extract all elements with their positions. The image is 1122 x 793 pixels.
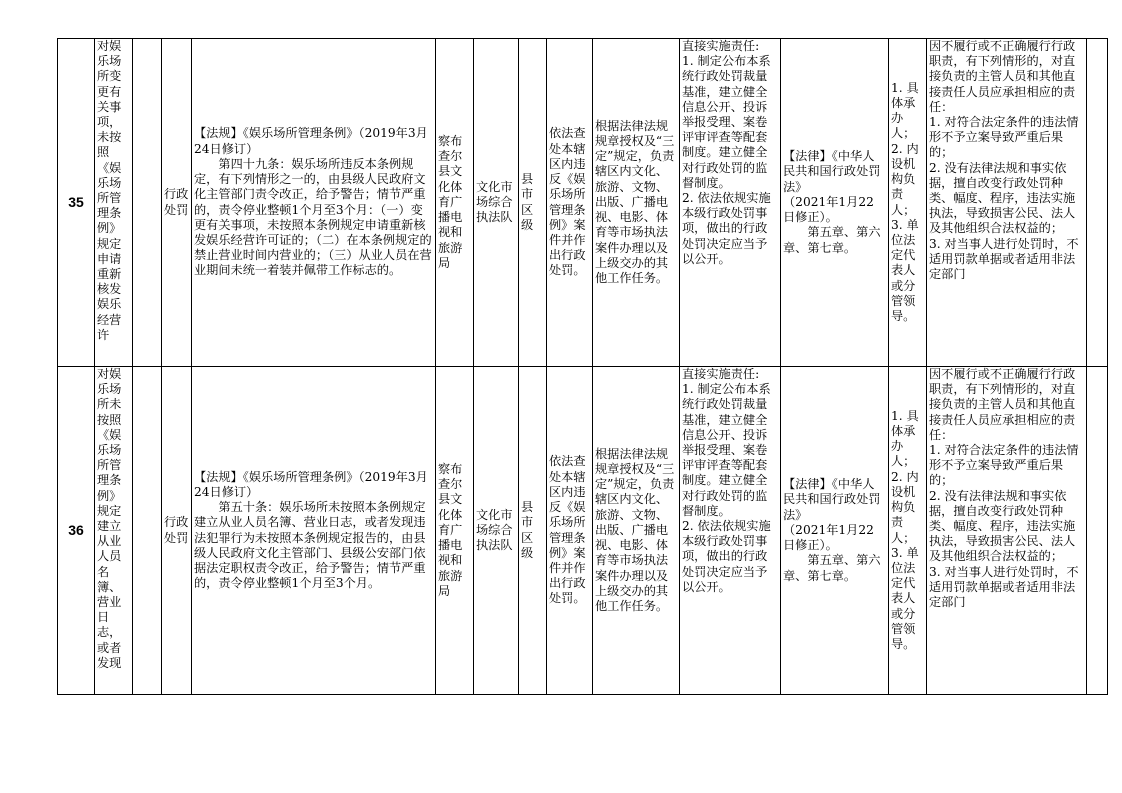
- item-name-cell: [95, 39, 133, 367]
- responsibility-desc-cell: [593, 39, 680, 367]
- implementation-line: 1. 制定公布本系统行政处罚裁量基准，建立健全信息公开、投诉举报受理、案卷评审评查等配套制度。建立健全对行政处罚的监督制度。: [682, 382, 771, 518]
- category-cell: [162, 367, 192, 695]
- law-chapters: 第五章、第六章、第七章。: [783, 225, 881, 255]
- table-row: [58, 39, 1108, 367]
- category: 行政处罚: [164, 515, 189, 545]
- enforcement-unit: 文化市场综合执法队: [476, 507, 513, 553]
- responsibility-matter: 依法查处本辖区内违反《娱乐场所管理条例》案件并作出行政处罚。: [549, 454, 586, 606]
- implementation-line: 2. 依法依规实施本级行政处罚事项，做出的行政处罚决定应当予以公开。: [682, 519, 771, 594]
- subitem-cell: [133, 367, 162, 695]
- responsibility-desc: 根据法律法规规章授权及“三定”规定，负责辖区内文化、旅游、文物、出版、广播电视、电影、体育等市场执法案件办理以及上级交办的其他工作任务。: [595, 446, 675, 613]
- law-date: （2021年1月22日修正）。: [783, 522, 874, 553]
- accountability-cell: [927, 39, 1087, 367]
- responsible-persons-cell: [889, 39, 927, 367]
- basis-cell: [192, 39, 436, 367]
- enforcement-unit-cell: [474, 367, 519, 695]
- responsible-persons-cell: [889, 367, 927, 695]
- table-row: [58, 367, 1108, 695]
- department-cell: [436, 367, 474, 695]
- accountability-line: 3. 对当事人进行处罚时，不适用罚款单据或者适用非法定部门: [929, 236, 1079, 282]
- law-date: （2021年1月22日修正）。: [783, 194, 874, 225]
- responsible-person: 1. 具体承办人；: [891, 408, 919, 469]
- row-number: 35: [58, 39, 95, 367]
- category: 行政处罚: [164, 187, 189, 217]
- responsible-person: 1. 具体承办人；: [891, 80, 919, 141]
- basis-heading: 【法规】《娱乐场所管理条例》（2019年3月24日修订）: [194, 126, 428, 156]
- responsible-person: 3. 单位法定代表人或分管领导。: [891, 545, 919, 651]
- implementation-line: 1. 制定公布本系统行政处罚裁量基准，建立健全信息公开、投诉举报受理、案卷评审评查等配套制度。建立健全对行政处罚的监督制度。: [682, 54, 771, 190]
- implementation-cell: [680, 39, 781, 367]
- item-name: 对娱乐场所未按照《娱乐场所管理条例》规定建立从业人员名簿、营业日志，或者发现: [97, 367, 122, 670]
- accountability-line: 因不履行或不正确履行行政职责，有下列情形的，对直接负责的主管人员和其他直接责任人员应承担相应的责任：: [929, 39, 1076, 114]
- responsibility-table: [57, 38, 1108, 695]
- remark-cell: [1087, 367, 1108, 695]
- department-cell: [436, 39, 474, 367]
- accountability-line: 因不履行或不正确履行行政职责，有下列情形的，对直接负责的主管人员和其他直接责任人员应承担相应的责任：: [929, 367, 1076, 442]
- accountability-line: 2. 没有法律法规和事实依据，擅自改变行政处罚种类、幅度、程序，违法实施执法，导致损害公民、法人及其他组织合法权益的；: [929, 160, 1076, 236]
- level: 县市区级: [521, 500, 534, 560]
- category-cell: [162, 39, 192, 367]
- item-name-cell: [95, 367, 133, 695]
- row-number: 36: [58, 367, 95, 695]
- implementation-line: 2. 依法依规实施本级行政处罚事项，做出的行政处罚决定应当予以公开。: [682, 191, 771, 266]
- enforcement-unit: 文化市场综合执法队: [476, 179, 513, 225]
- accountability-line: 1. 对符合法定条件的违法情形不予立案导致严重后果的；: [929, 443, 1079, 488]
- responsibility-matter: 依法查处本辖区内违反《娱乐场所管理条例》案件并作出行政处罚。: [549, 126, 586, 278]
- responsibility-matter-cell: [547, 367, 593, 695]
- department: 察布查尔县文化体育广播电视和旅游局: [438, 462, 463, 598]
- subitem-cell: [133, 39, 162, 367]
- responsible-person: 2. 内设机构负责人；: [891, 469, 919, 545]
- law-chapters: 第五章、第六章、第七章。: [783, 553, 881, 583]
- law-title: 【法律】《中华人民共和国行政处罚法》: [783, 477, 881, 522]
- responsibility-desc-cell: [593, 367, 680, 695]
- responsibility-matter-cell: [547, 39, 593, 367]
- enforcement-unit-cell: [474, 39, 519, 367]
- remark-cell: [1087, 39, 1108, 367]
- level-cell: [519, 39, 547, 367]
- legal-basis-cell: [781, 39, 889, 367]
- item-name: 对娱乐场所变更有关事项，未按照《娱乐场所管理条例》规定申请重新核发娱乐经营许: [97, 39, 122, 342]
- level: 县市区级: [521, 172, 534, 232]
- responsible-person: 3. 单位法定代表人或分管领导。: [891, 217, 919, 323]
- basis-text: 第四十九条：娱乐场所违反本条例规定，有下列情形之一的，由县级人民政府文化主管部门责令改正，给予警告；情节严重的，责令停业整顿1个月至3个月：（一）变更有关事项，未按照本条例规定申请重新核发娱乐经营许可证的；（二）在本条例规定的禁止营业时间内营业的；（三）从业人员在营业期间未统一着装并佩带工作标志的。: [194, 156, 432, 278]
- legal-basis-cell: [781, 367, 889, 695]
- accountability-line: 1. 对符合法定条件的违法情形不予立案导致严重后果的；: [929, 115, 1079, 160]
- basis-heading: 【法规】《娱乐场所管理条例》（2019年3月24日修订）: [194, 469, 428, 499]
- accountability-cell: [927, 367, 1087, 695]
- basis-cell: [192, 367, 436, 695]
- basis-text: 第五十条：娱乐场所未按照本条例规定建立从业人员名簿、营业日志，或者发现违法犯罪行为未按照本条例规定报告的，由县级人民政府文化主管部门、县级公安部门依据法定职权责令改正，给予警告；情节严重的，责令停业整顿1个月至3个月。: [194, 500, 426, 591]
- department: 察布查尔县文化体育广播电视和旅游局: [438, 134, 463, 270]
- law-title: 【法律】《中华人民共和国行政处罚法》: [783, 149, 881, 194]
- responsible-person: 2. 内设机构负责人；: [891, 141, 919, 217]
- level-cell: [519, 367, 547, 695]
- implementation-line: 直接实施责任:: [682, 39, 760, 53]
- responsibility-desc: 根据法律法规规章授权及“三定”规定，负责辖区内文化、旅游、文物、出版、广播电视、电影、体育等市场执法案件办理以及上级交办的其他工作任务。: [595, 118, 675, 285]
- implementation-cell: [680, 367, 781, 695]
- implementation-line: 直接实施责任:: [682, 367, 760, 381]
- accountability-line: 2. 没有法律法规和事实依据，擅自改变行政处罚种类、幅度、程序，违法实施执法，导致损害公民、法人及其他组织合法权益的；: [929, 488, 1076, 564]
- accountability-line: 3. 对当事人进行处罚时，不适用罚款单据或者适用非法定部门: [929, 564, 1079, 610]
